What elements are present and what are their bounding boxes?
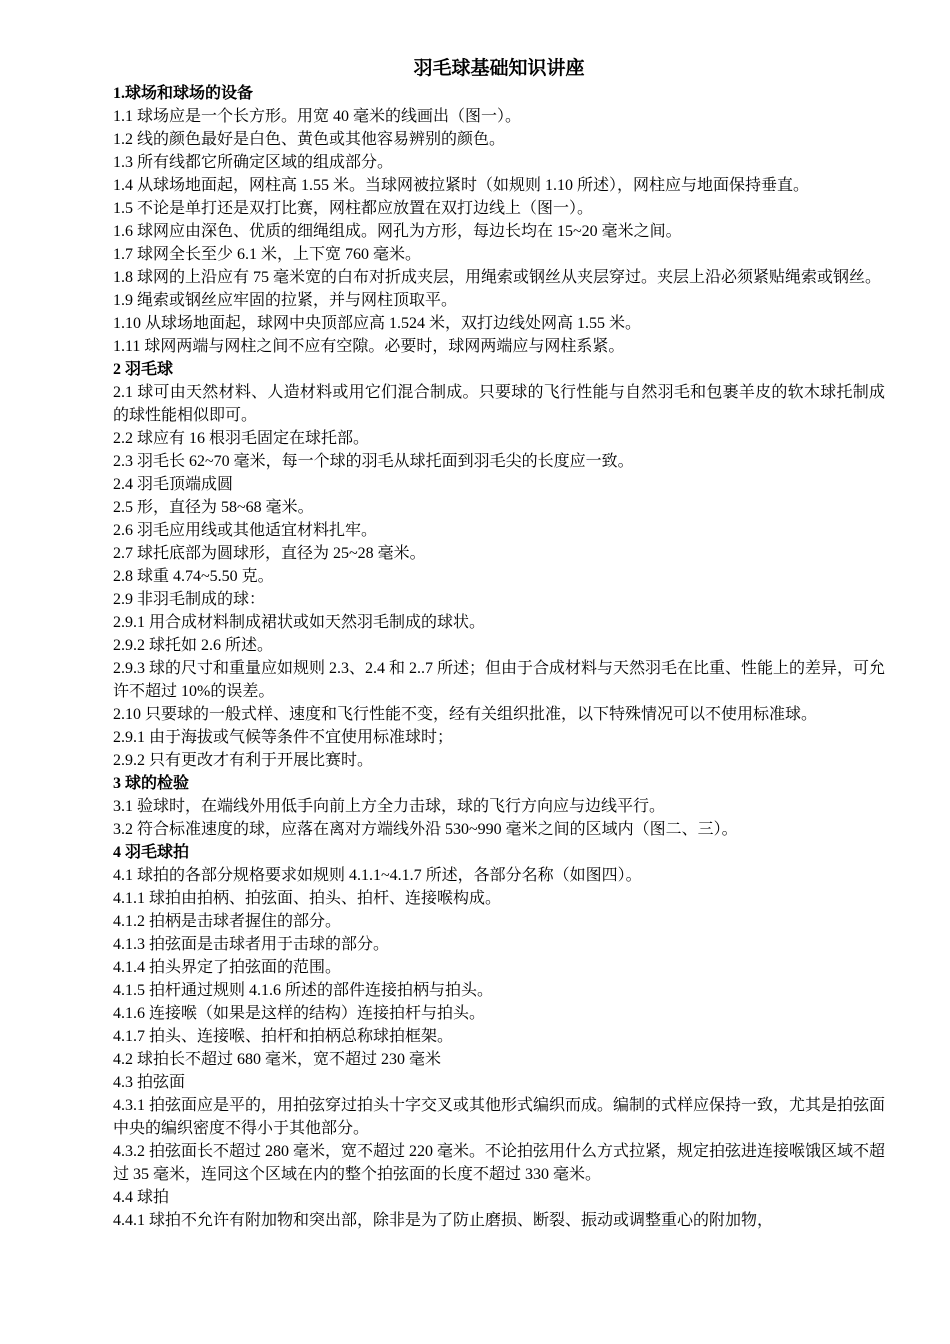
paragraph-line: 2.4 羽毛顶端成圆 [113, 476, 234, 493]
paragraph-line: 4.4 球拍 [113, 1189, 170, 1206]
paragraph-line: 4.1.6 连接喉（如果是这样的结构）连接拍杆与拍头。 [113, 1005, 486, 1022]
document-body [113, 82, 885, 1232]
paragraph-line: 2.9 非羽毛制成的球： [113, 591, 266, 608]
paragraph-line: 3.2 符合标准速度的球，应落在离对方端线外沿 530~990 毫米之间的区域内（图二、三）。 [113, 821, 738, 838]
document-page [113, 56, 885, 1232]
paragraph-line: 2.9.3 球的尺寸和重量应如规则 2.3、2.4 和 2..7 所述；但由于合成材料与天然羽毛在比重、性能上的差异，可允许不超过 10%的误差。 [113, 660, 886, 700]
paragraph-line: 1.8 球网的上沿应有 75 毫米宽的白布对折成夹层，用绳索或钢丝从夹层穿过。夹层上沿必须紧贴绳索或钢丝。 [113, 269, 882, 286]
paragraph-line: 4.4.1 球拍不允许有附加物和突出部，除非是为了防止磨损、断裂、振动或调整重心的附加物， [113, 1212, 774, 1229]
section-heading: 3 球的检验 [113, 775, 190, 792]
paragraph-line: 2.9.1 由于海拔或气候等条件不宜使用标准球时； [113, 729, 454, 746]
paragraph-line: 2.6 羽毛应用线或其他适宜材料扎牢。 [113, 522, 378, 539]
paragraph-line: 2.8 球重 4.74~5.50 克。 [113, 568, 274, 585]
paragraph-line: 4.3 拍弦面 [113, 1074, 186, 1091]
paragraph-line: 1.11 球网两端与网柱之间不应有空隙。必要时，球网两端应与网柱系紧。 [113, 338, 625, 355]
paragraph-line: 2.5 形，直径为 58~68 毫米。 [113, 499, 314, 516]
paragraph-line: 1.2 线的颜色最好是白色、黄色或其他容易辨别的颜色。 [113, 131, 506, 148]
section-heading: 4 羽毛球拍 [113, 844, 190, 861]
paragraph-line: 4.3.1 拍弦面应是平的，用拍弦穿过拍头十字交叉或其他形式编织而成。编制的式样应保持一致，尤其是拍弦面中央的编织密度不得小于其他部分。 [113, 1097, 886, 1137]
paragraph-line: 4.1.2 拍柄是击球者握住的部分。 [113, 913, 342, 930]
paragraph-line: 2.10 只要球的一般式样、速度和飞行性能不变，经有关组织批准，以下特殊情况可以不使用标准球。 [113, 706, 818, 723]
paragraph-line: 2.7 球托底部为圆球形，直径为 25~28 毫米。 [113, 545, 426, 562]
document-title: 羽毛球基础知识讲座 [413, 58, 585, 79]
paragraph-line: 2.2 球应有 16 根羽毛固定在球托部。 [113, 430, 370, 447]
paragraph-line: 4.1.5 拍杆通过规则 4.1.6 所述的部件连接拍柄与拍头。 [113, 982, 494, 999]
paragraph-line: 1.9 绳索或钢丝应牢固的拉紧，并与网柱顶取平。 [113, 292, 458, 309]
section-heading: 1.球场和球场的设备 [113, 85, 254, 102]
paragraph-line: 1.6 球网应由深色、优质的细绳组成。网孔为方形，每边长均在 15~20 毫米之间。 [113, 223, 682, 240]
paragraph-line: 1.4 从球场地面起，网柱高 1.55 米。当球网被拉紧时（如规则 1.10 所述），网柱应与地面保持垂直。 [113, 177, 810, 194]
paragraph-line: 1.1 球场应是一个长方形。用宽 40 毫米的线画出（图一）。 [113, 108, 522, 125]
paragraph-line: 4.1.7 拍头、连接喉、拍杆和拍柄总称球拍框架。 [113, 1028, 454, 1045]
paragraph-line: 4.3.2 拍弦面长不超过 280 毫米，宽不超过 220 毫米。不论拍弦用什么方式拉紧，规定拍弦进连接喉饿区域不超过 35 毫米，连同这个区域在内的整个拍弦面的长度不超过 330 毫米。 [113, 1143, 886, 1183]
paragraph-line: 4.1.3 拍弦面是击球者用于击球的部分。 [113, 936, 390, 953]
paragraph-line: 3.1 验球时，在端线外用低手向前上方全力击球，球的飞行方向应与边线平行。 [113, 798, 666, 815]
paragraph-line: 2.9.2 只有更改才有利于开展比赛时。 [113, 752, 374, 769]
paragraph-line: 1.10 从球场地面起，球网中央顶部应高 1.524 米，双打边线处网高 1.55 米。 [113, 315, 642, 332]
section-heading: 2 羽毛球 [113, 361, 174, 378]
paragraph-line: 1.5 不论是单打还是双打比赛，网柱都应放置在双打边线上（图一）。 [113, 200, 594, 217]
paragraph-line: 2.9.2 球托如 2.6 所述。 [113, 637, 274, 654]
paragraph-line: 1.7 球网全长至少 6.1 米，上下宽 760 毫米。 [113, 246, 422, 263]
paragraph-line: 4.1.1 球拍由拍柄、拍弦面、拍头、拍杆、连接喉构成。 [113, 890, 502, 907]
paragraph-line: 2.3 羽毛长 62~70 毫米，每一个球的羽毛从球托面到羽毛尖的长度应一致。 [113, 453, 634, 470]
paragraph-line: 4.2 球拍长不超过 680 毫米，宽不超过 230 毫米 [113, 1051, 442, 1068]
paragraph-line: 2.9.1 用合成材料制成裙状或如天然羽毛制成的球状。 [113, 614, 486, 631]
paragraph-line: 4.1 球拍的各部分规格要求如规则 4.1.1~4.1.7 所述，各部分名称（如图四）。 [113, 867, 642, 884]
paragraph-line: 1.3 所有线都它所确定区域的组成部分。 [113, 154, 394, 171]
paragraph-line: 4.1.4 拍头界定了拍弦面的范围。 [113, 959, 342, 976]
paragraph-line: 2.1 球可由天然材料、人造材料或用它们混合制成。只要球的飞行性能与自然羽毛和包裹羊皮的软木球托制成的球性能相似即可。 [113, 384, 885, 424]
